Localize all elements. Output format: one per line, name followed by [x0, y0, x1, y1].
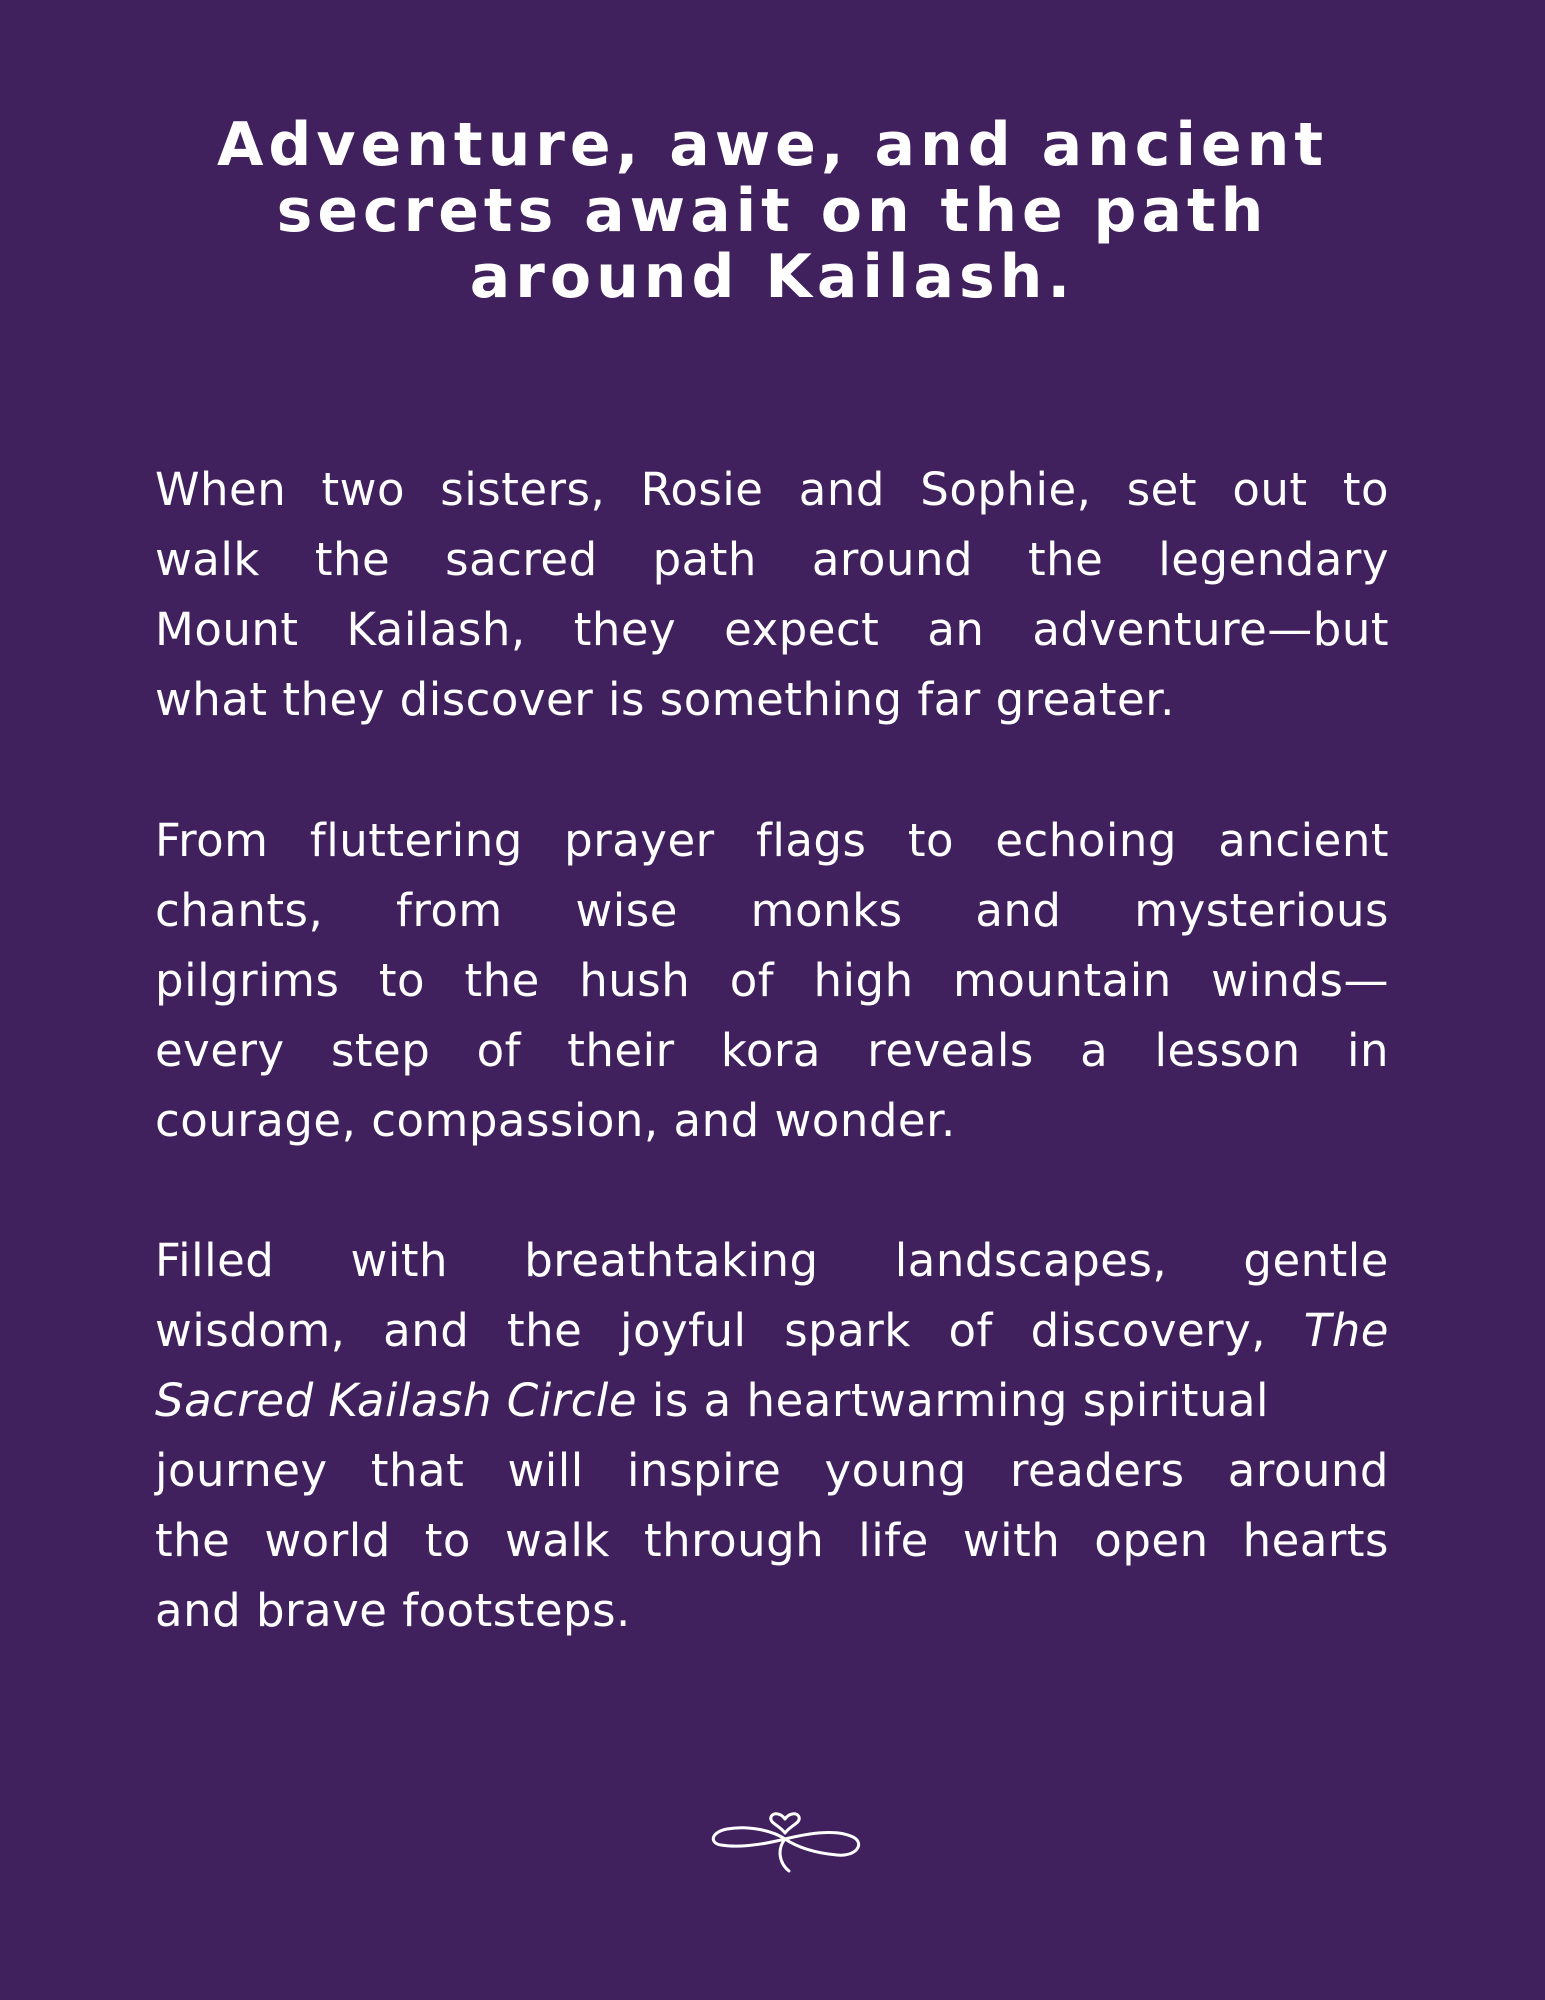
paragraph-line: journey that will inspire young readers around — [155, 1444, 1389, 1497]
heart-infinity-icon — [705, 1805, 865, 1885]
headline — [150, 112, 1395, 310]
paragraph-line — [155, 1296, 1389, 1366]
headline-line-2: secrets await on the path — [276, 176, 1269, 246]
paragraph-line: pilgrims to the hush of high mountain winds— — [155, 954, 1389, 1007]
blurb-paragraph-2 — [155, 806, 1389, 1156]
headline-line-3: around Kailash. — [469, 242, 1076, 312]
paragraph-line: Mount Kailash, they expect an adventure—but — [155, 603, 1389, 656]
paragraph-line: Filled with breathtaking landscapes, gentle — [155, 1234, 1389, 1287]
paragraph-text: is a heartwarming spiritual — [637, 1374, 1270, 1427]
paragraph-line: and brave footsteps. — [155, 1584, 631, 1637]
paragraph-line: what they discover is something far greater. — [155, 673, 1175, 726]
paragraph-line: the world to walk through life with open hearts — [155, 1514, 1389, 1567]
blurb-paragraph-1 — [155, 455, 1389, 735]
paragraph-line: From fluttering prayer flags to echoing ancient — [155, 814, 1389, 867]
paragraph-line — [155, 1366, 1389, 1436]
paragraph-line: courage, compassion, and wonder. — [155, 1094, 956, 1147]
book-title: The — [1303, 1304, 1389, 1357]
paragraph-line: walk the sacred path around the legendary — [155, 533, 1389, 586]
paragraph-line: When two sisters, Rosie and Sophie, set out to — [155, 463, 1389, 516]
paragraph-line: every step of their kora reveals a lesson in — [155, 1024, 1389, 1077]
paragraph-text: wisdom, and the joyful spark of discovery, — [155, 1304, 1267, 1357]
blurb-paragraph-3 — [155, 1226, 1389, 1646]
headline-line-1: Adventure, awe, and ancient — [216, 110, 1329, 180]
book-title: Sacred Kailash Circle — [155, 1374, 638, 1427]
paragraph-line: chants, from wise monks and mysterious — [155, 884, 1389, 937]
